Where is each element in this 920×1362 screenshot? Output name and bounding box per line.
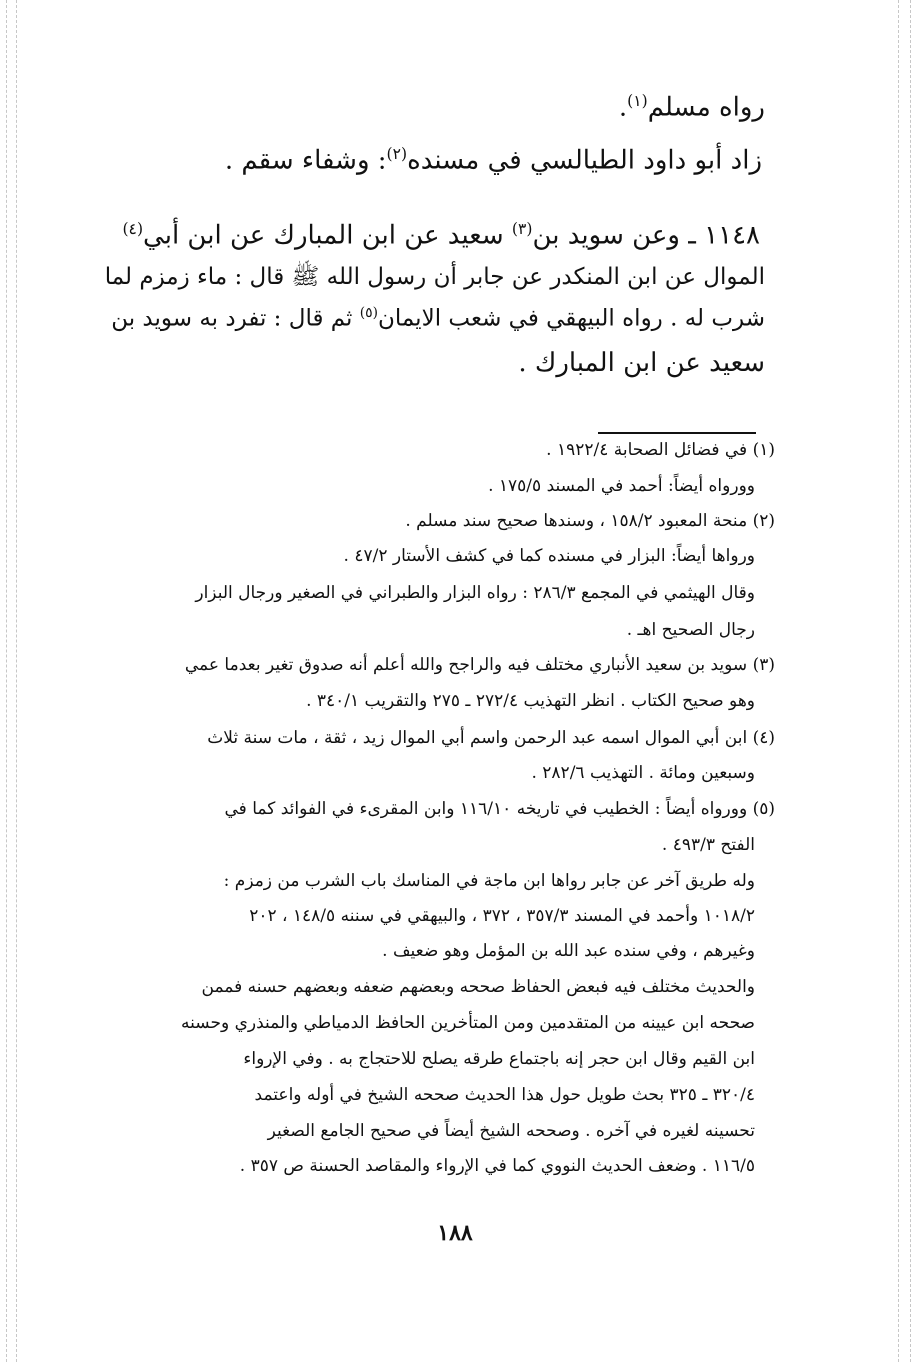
- footnote-line: وسبعين ومائة . التهذيب ٢٨٢/٦ .: [531, 763, 755, 783]
- scan-edge-line: [898, 0, 899, 1362]
- footnote-ref: (٣): [511, 220, 533, 238]
- footnote-line: رجال الصحيح اهـ .: [626, 620, 755, 640]
- footnote-line: تحسينه لغيره في آخره . وصححه الشيخ أيضاً في صحيح الجامع الصغير: [267, 1121, 755, 1141]
- footnote-separator: [598, 432, 756, 434]
- footnote-line: ورواها أيضاً: البزار في مسنده كما في كشف الأستار ٤٧/٢ .: [343, 546, 755, 566]
- footnote-line: (٥) وورواه أيضاً : الخطيب في تاريخه ١١٦/١٠ وابن المقرىء في الفوائد كما في: [224, 799, 775, 819]
- footnote-ref: (٢): [386, 145, 408, 163]
- main-text-line: [225, 145, 762, 176]
- main-text-line: الموال عن ابن المنكدر عن جابر أن رسول الله ﷺ قال : ماء زمزم لما: [104, 264, 765, 290]
- footnote-ref: (٤): [122, 220, 144, 238]
- text-segment: .: [618, 92, 628, 123]
- scan-edge-line: [6, 0, 7, 1362]
- footnote-line: (١) في فضائل الصحابة ١٩٢٢/٤ .: [546, 440, 775, 460]
- main-text-line: [111, 305, 765, 332]
- footnote-line: وغيرهم ، وفي سنده عبد الله بن المؤمل وهو ضعيف .: [382, 941, 755, 961]
- footnote-line: ابن القيم وقال ابن حجر إنه باجتماع طرقه يصلح للاحتجاج به . وفي الإرواء: [243, 1049, 755, 1069]
- footnote-line: ٣٢٠/٤ ـ ٣٢٥ بحث طويل حول هذا الحديث صححه الشيخ في أوله واعتمد: [254, 1085, 755, 1105]
- main-text-line: [122, 220, 760, 251]
- footnote-line: صححه ابن عيينه من المتقدمين ومن المتأخرين الحافظ الدمياطي والمنذري وحسنه: [181, 1013, 755, 1033]
- footnote-ref: (١): [627, 92, 648, 110]
- text-segment: ١١٤٨ ـ وعن سويد بن: [532, 220, 760, 251]
- text-segment: سعيد عن ابن المبارك عن ابن أبي: [143, 220, 512, 251]
- footnote-line: ١١٦/٥ . وضعف الحديث النووي كما في الإرواء والمقاصد الحسنة ص ٣٥٧ .: [239, 1156, 755, 1176]
- text-segment: زاد أبو داود الطيالسي في مسنده: [407, 145, 762, 176]
- footnote-line: ١٠١٨/٢ وأحمد في المسند ٣٥٧/٣ ، ٣٧٢ ، والبيهقي في سننه ١٤٨/٥ ، ٢٠٢: [249, 906, 755, 926]
- footnote-line: (٣) سويد بن سعيد الأنباري مختلف فيه والراجح والله أعلم أنه صدوق تغير بعدما عمي: [184, 655, 775, 675]
- main-text-line: [619, 92, 765, 123]
- page-number: ١٨٨: [437, 1220, 473, 1246]
- footnote-line: (٤) ابن أبي الموال اسمه عبد الرحمن واسم أبي الموال زيد ، ثقة ، مات سنة ثلاث: [207, 728, 775, 748]
- text-segment: شرب له . رواه البيهقي في شعب الايمان: [377, 305, 765, 332]
- footnote-line: والحديث مختلف فيه فبعض الحفاظ صححه وبعضهم ضعفه وبعضهم حسنه فممن: [201, 977, 755, 997]
- scan-edge-line: [910, 0, 911, 1362]
- text-segment: رواه مسلم: [647, 92, 765, 123]
- footnote-line: وهو صحيح الكتاب . انظر التهذيب ٢٧٢/٤ ـ ٢٧٥ والتقريب ٣٤٠/١ .: [306, 691, 755, 711]
- footnote-line: وله طريق آخر عن جابر رواها ابن ماجة في المناسك باب الشرب من زمزم :: [223, 871, 755, 891]
- text-segment: : وشفاء سقم .: [224, 145, 387, 176]
- footnote-line: (٢) منحة المعبود ١٥٨/٢ ، وسندها صحيح سند مسلم .: [405, 511, 775, 531]
- footnote-ref: (٥): [359, 305, 378, 321]
- scan-edge-line: [16, 0, 17, 1362]
- text-segment: ثم قال : تفرد به سويد بن: [111, 305, 360, 332]
- main-text-line: سعيد عن ابن المبارك .: [518, 348, 765, 378]
- footnote-line: الفتح ٤٩٣/٣ .: [661, 835, 755, 855]
- footnote-line: وقال الهيثمي في المجمع ٢٨٦/٣ : رواه البزار والطبراني في الصغير ورجال البزار: [195, 583, 755, 603]
- footnote-line: وورواه أيضاً: أحمد في المسند ١٧٥/٥ .: [488, 476, 755, 496]
